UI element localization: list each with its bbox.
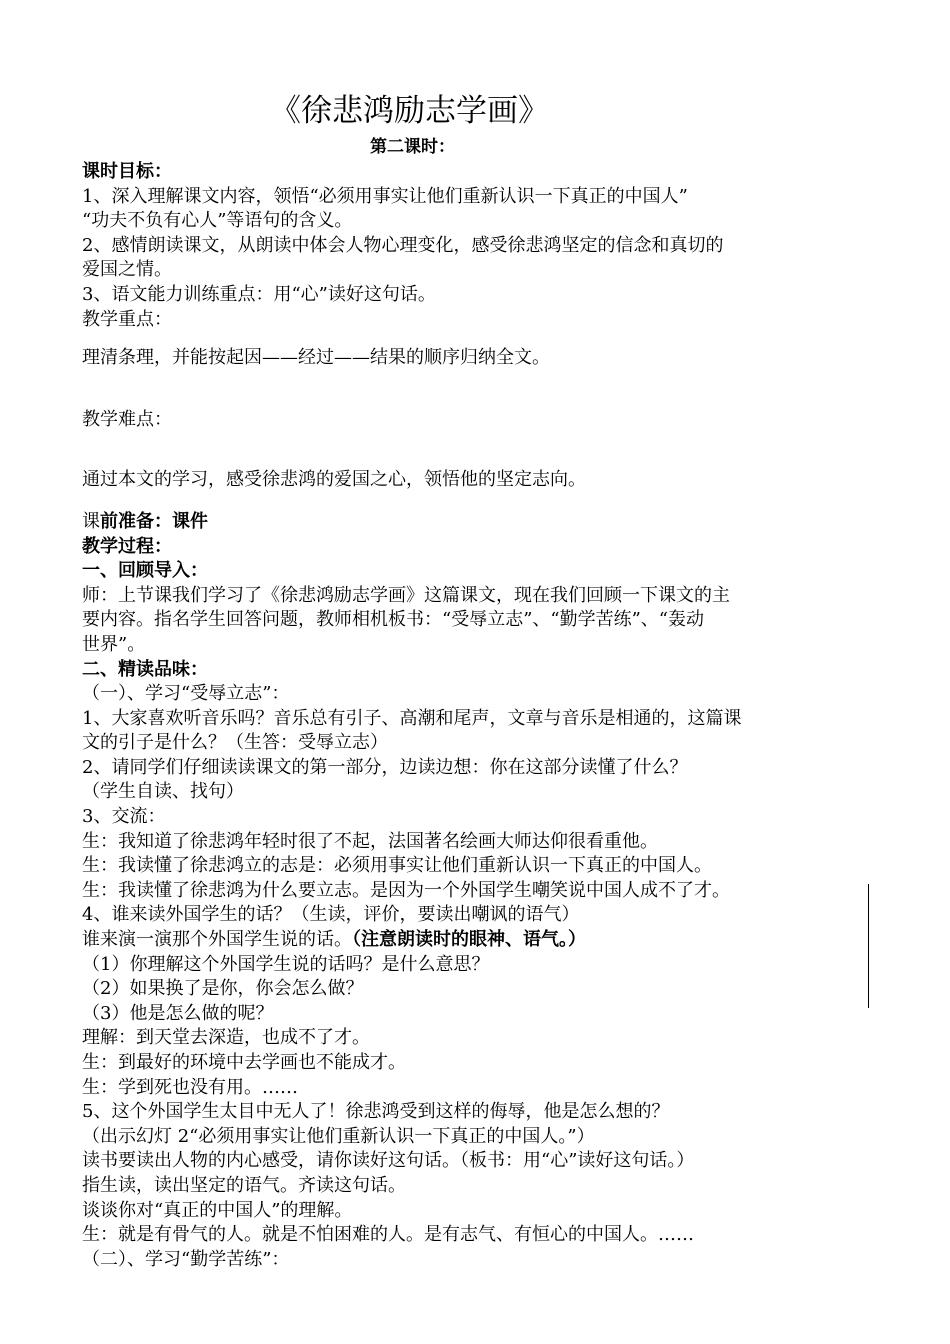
slide-2-line: （出示幻灯 2“必须用事实让他们重新认识一下真正的中国人。”） bbox=[82, 1125, 595, 1147]
heading-difficulties: 教学难点： bbox=[82, 408, 172, 430]
heading-review: 一、回顾导入： bbox=[82, 560, 208, 582]
act-out-text: 谁来演一演那个外国学生说的话。 bbox=[82, 929, 352, 951]
preparation-text: 前准备：课件 bbox=[100, 510, 208, 532]
step-3: 3、交流： bbox=[82, 806, 166, 828]
section-2-heading: （二）、学习“勤学苦练”： bbox=[82, 1248, 290, 1270]
question-1: （1）你理解这个外国学生说的话吗？是什么意思？ bbox=[82, 953, 490, 975]
objective-1-line-1: 1、深入理解课文内容，领悟“必须用事实让他们重新认识一下真正的中国人” bbox=[82, 185, 688, 207]
heading-key-points: 教学重点： bbox=[82, 308, 172, 330]
lesson-title: 《徐悲鸿励志学画》 bbox=[270, 93, 549, 129]
step-4: 4、谁来读外国学生的话？（生读，评价，要读出嘲讽的语气） bbox=[82, 904, 580, 926]
objective-3: 3、语文能力训练重点：用“心”读好这句话。 bbox=[82, 283, 436, 305]
key-points-text: 理清条理，并能按起因——经过——结果的顺序归纳全文。 bbox=[82, 347, 550, 369]
review-line-2: 要内容。指名学生回答问题，教师相机板书：“受辱立志”、“勤学苦练”、“轰动 bbox=[82, 609, 705, 631]
document-page bbox=[82, 88, 872, 1272]
student-answer-4: 生：到最好的环境中去学画也不能成才。 bbox=[82, 1052, 406, 1073]
student-answer-5: 生：学到死也没有用。…… bbox=[82, 1076, 298, 1098]
objective-2-line-2: 爱国之情。 bbox=[82, 259, 172, 281]
step-1-line-1: 1、大家喜欢听音乐吗？音乐总有引子、高潮和尾声，文章与音乐是相通的，这篇课 bbox=[82, 707, 742, 729]
difficulties-text: 通过本文的学习，感受徐悲鸿的爱国之心，领悟他的坚定志向。 bbox=[82, 469, 586, 491]
understanding-line: 理解：到天堂去深造，也成不了才。 bbox=[82, 1027, 370, 1049]
preparation-prefix: 课 bbox=[82, 510, 100, 532]
heading-objectives: 课时目标： bbox=[82, 161, 172, 182]
question-2: （2）如果换了是你，你会怎么做？ bbox=[82, 978, 364, 1000]
lesson-subtitle: 第二课时： bbox=[370, 137, 455, 157]
act-out-line bbox=[82, 928, 872, 953]
question-3: （3）他是怎么做的呢？ bbox=[82, 1002, 274, 1024]
objective-2-line-1: 2、感情朗读课文，从朗读中体会人物心理变化，感受徐悲鸿坚定的信念和真切的 bbox=[82, 234, 724, 256]
heading-close-reading: 二、精读品味： bbox=[82, 658, 208, 680]
step-1-line-2: 文的引子是什么？（生答：受辱立志） bbox=[82, 732, 388, 754]
preparation-line bbox=[82, 510, 872, 535]
discussion-prompt: 谈谈你对“真正的中国人”的理解。 bbox=[82, 1199, 353, 1221]
review-line-3: 世界”。 bbox=[82, 633, 146, 655]
reading-instruction: 读书要读出人物的内心感受，请你读好这句话。（板书：用“心”读好这句话。） bbox=[82, 1150, 695, 1172]
heading-process: 教学过程： bbox=[82, 535, 172, 557]
student-answer-3: 生：我读懂了徐悲鸿为什么要立志。是因为一个外国学生嘲笑说中国人成不了才。 bbox=[82, 879, 730, 901]
act-out-note: （注意朗读时的眼神、语气。） bbox=[352, 929, 586, 951]
student-answer-6: 生：就是有骨气的人。就是不怕困难的人。是有志气、有恒心的中国人。…… bbox=[82, 1224, 694, 1246]
objective-1-line-2: “功夫不负有心人”等语句的含义。 bbox=[82, 210, 353, 232]
reading-practice: 指生读，读出坚定的语气。齐读这句话。 bbox=[82, 1174, 406, 1196]
step-2-line-2: （学生自读、找句） bbox=[82, 781, 244, 803]
step-2-line-1: 2、请同学们仔细读读课文的第一部分，边读边想：你在这部分读懂了什么？ bbox=[82, 756, 688, 778]
step-5: 5、这个外国学生太目中无人了！徐悲鸿受到这样的侮辱，他是怎么想的？ bbox=[82, 1101, 670, 1123]
student-answer-2: 生：我读懂了徐悲鸿立的志是：必须用事实让他们重新认识一下真正的中国人。 bbox=[82, 855, 712, 877]
student-answer-1: 生：我知道了徐悲鸿年轻时很了不起，法国著名绘画大师达仰很看重他。 bbox=[82, 830, 658, 852]
margin-line bbox=[868, 884, 869, 1008]
review-line-1: 师：上节课我们学习了《徐悲鸿励志学画》这篇课文，现在我们回顾一下课文的主 bbox=[82, 584, 730, 606]
section-1-heading: （一）、学习“受辱立志”： bbox=[82, 683, 290, 705]
